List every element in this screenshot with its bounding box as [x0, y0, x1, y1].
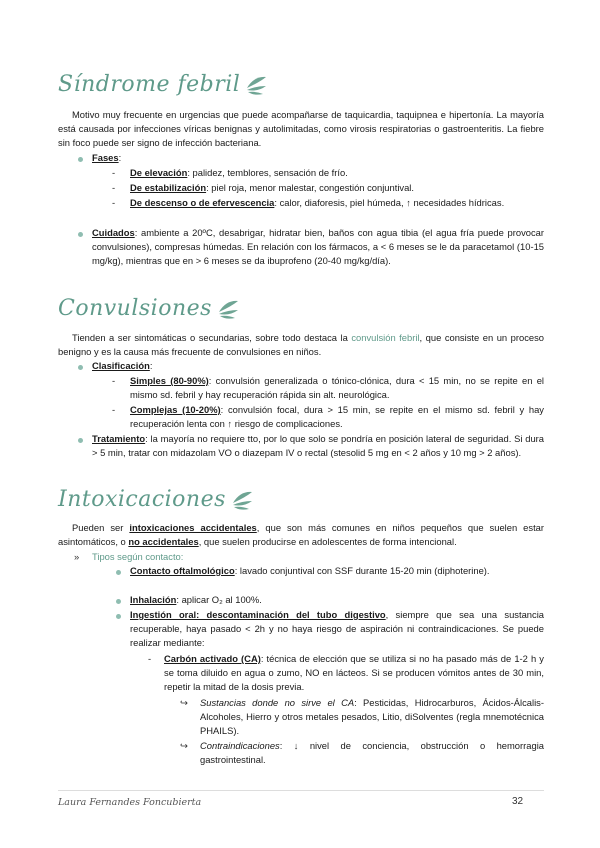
tipo-ingestion: Ingestión oral: descontaminación del tubo digestivo, siempre que sea una sustancia recuperable, haya pasado < 2h y no haya riesgo de aspiración ni contraindicaciones. Se puede realizar mediante:: [130, 609, 544, 649]
footer-divider: [58, 790, 544, 791]
page-number: 32: [512, 796, 524, 807]
dash-icon: -: [112, 197, 116, 208]
double-chevron-icon: »: [74, 551, 80, 562]
fase-item: De elevación: palidez, temblores, sensación de frío.: [130, 167, 348, 178]
clasif-item: Complejas (10-20%): convulsión focal, dura > 15 min, se repite en el mismo sd. febril y hay recuperación lenta con ↑ riesgo de complicaciones.: [130, 404, 544, 430]
intro-convulsiones: Tienden a ser sintomáticas o secundarias, sobre todo destaca la convulsión febril, que consiste en un proceso benigno y es la causa más frecuente de convulsiones en niños.: [58, 332, 544, 358]
footer-author: Laura Fernandes Foncubierta: [58, 797, 202, 808]
section-title-text: Convulsiones: [58, 296, 212, 321]
bullet-icon: [78, 365, 83, 370]
hook-arrow-icon: ↪: [180, 740, 188, 751]
leaf-icon: [216, 298, 240, 320]
hook-arrow-icon: ↪: [180, 697, 188, 708]
clasif-item: Simples (80-90%): convulsión generalizada o tónico-clónica, dura < 15 min, no se repite en el mismo sd. febril y hay recuperación rápida sin alt. neurológica.: [130, 375, 544, 401]
bullet-icon: [78, 232, 83, 237]
dash-icon: -: [112, 167, 116, 178]
section-title-convulsiones: [58, 296, 240, 321]
bullet-icon: [116, 570, 121, 575]
bullet-icon: [116, 614, 121, 619]
leaf-icon: [244, 74, 268, 96]
cuidados-item: Cuidados: ambiente a 20ºC, desabrigar, hidratar bien, baños con agua tibia (el agua fría puede provocar convulsiones), compresas húmedas. En relación con los fármacos, a < 6 meses se le da paracetamol (10-15 mg/kg), mientras que en > 6 meses se da ibuprofeno (20-40 mg/kg/día).: [92, 227, 544, 267]
tipo-ocular: Contacto oftalmológico: lavado conjuntival con SSF durante 15-20 min (diphoterine).: [130, 565, 490, 576]
tipo-inhalacion: Inhalación: aplicar O₂ al 100%.: [130, 594, 262, 605]
sustancias-item: Sustancias donde no sirve el CA: Pesticidas, Hidrocarburos, Ácidos-Álcalis-Alcoholes, Hierro y otros metales pesados, Litio, diSolventes (regla mnemotécnica PHAILS).: [200, 697, 544, 737]
tipos-heading: Tipos según contacto:: [92, 551, 184, 562]
section-title-sindrome-febril: [58, 72, 268, 97]
section-title-text: Intoxicaciones: [58, 487, 226, 512]
bullet-icon: [116, 599, 121, 604]
dash-icon: -: [112, 375, 116, 386]
dash-icon: -: [148, 653, 152, 664]
dash-icon: -: [112, 182, 116, 193]
fase-item: De descenso o de efervescencia: calor, diaforesis, piel húmeda, ↑ necesidades hídricas.: [130, 197, 505, 208]
clasificacion-heading: Clasificación:: [92, 360, 153, 371]
section-title-intoxicaciones: [58, 487, 254, 512]
bullet-icon: [78, 438, 83, 443]
intro-sindrome-febril: Motivo muy frecuente en urgencias que puede acompañarse de taquicardia, taquipnea e hipertonía. La mayoría está causada por infecciones víricas benignas y autolimitadas, como virosis respiratorias o gastroenteritis. La fiebre sin foco puede ser signo de infección bacteriana.: [58, 109, 544, 149]
section-title-text: Síndrome febril: [58, 72, 241, 97]
intro-intoxicaciones: Pueden ser intoxicaciones accidentales, que son más comunes en niños pequeños que suelen estar asintomáticos, o no accidentales, que suelen producirse en adolescentes de forma intencional.: [58, 522, 545, 548]
fase-item: De estabilización: piel roja, menor malestar, congestión conjuntival.: [130, 182, 414, 193]
fases-heading: Fases:: [92, 152, 122, 163]
tratamiento-item: Tratamiento: la mayoría no requiere tto, por lo que solo se pondría en posición lateral de seguridad. Si dura > 5 min, tratar con midazolam VO o diazepam IV o rectal (stesolid 5 mg en < 2 años y 10 mg > 2 años).: [92, 433, 544, 459]
leaf-icon: [230, 489, 254, 511]
carbon-activado-item: Carbón activado (CA): técnica de elección que se utiliza si no ha pasado más de 1-2 h y se toma diluido en agua o zumo, NO en lácteos. Si se producen vómitos antes de 30 min, repetir la mitad de la dosis previa.: [164, 653, 544, 693]
bullet-icon: [78, 157, 83, 162]
dash-icon: -: [112, 404, 116, 415]
contraindicaciones-item: Contraindicaciones: ↓ nivel de conciencia, obstrucción o hemorragia gastrointestinal.: [200, 740, 544, 766]
